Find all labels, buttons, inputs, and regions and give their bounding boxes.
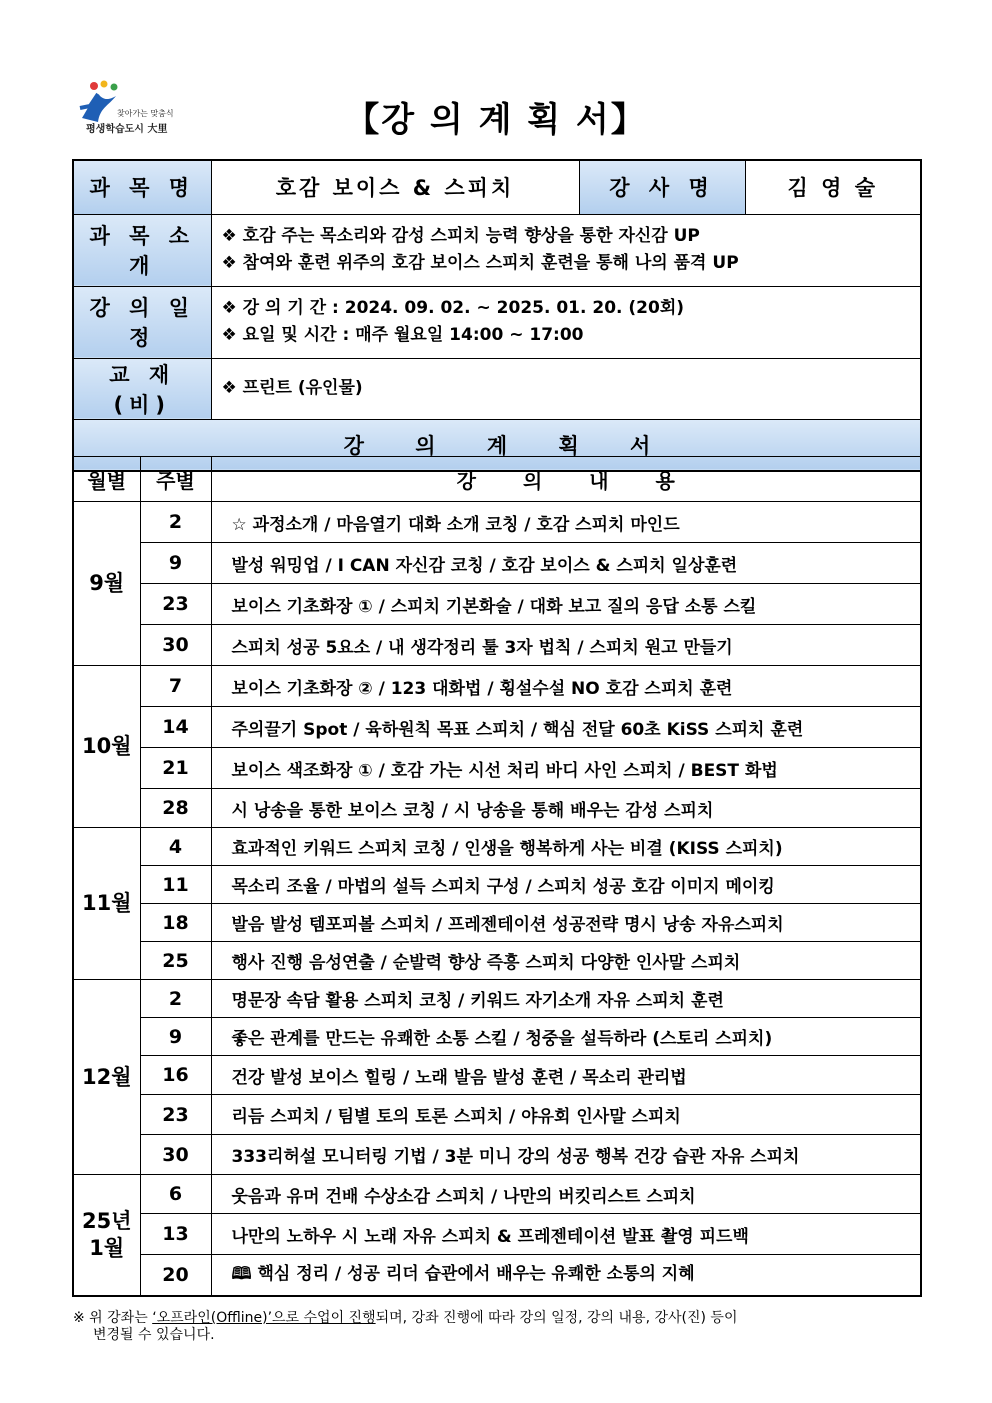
schedule-row — [73, 502, 921, 543]
footnote — [73, 1310, 913, 1344]
material-label: 교 재 (비) — [73, 358, 211, 419]
lecture-content-cell: 보이스 기초화장 ② / 123 대화법 / 횡설수설 NO 호감 스피치 훈련 — [211, 666, 921, 707]
week-cell: 21 — [140, 748, 211, 789]
week-cell: 4 — [140, 828, 211, 866]
lecture-content-cell: 리듬 스피치 / 팀별 토의 토론 스피치 / 야유회 인사말 스피치 — [211, 1095, 921, 1135]
week-cell: 7 — [140, 666, 211, 707]
intro-line: ❖ 참여와 훈련 위주의 호감 보이스 스피치 훈련을 통해 나의 품격 UP — [221, 253, 739, 273]
footnote-suffix: 되며, 강좌 진행에 따라 강의 일정, 강의 내용, 강사(진) 등이 — [375, 1310, 738, 1326]
lecture-content-cell: 발음 발성 템포피볼 스피치 / 프레젠테이션 성공전략 명시 낭송 자유스피치 — [211, 904, 921, 942]
week-cell: 18 — [140, 904, 211, 942]
lecture-content-cell: 스피치 성공 5요소 / 내 생각정리 툴 3자 법칙 / 스피치 원고 만들기 — [211, 625, 921, 666]
schedule-row — [73, 543, 921, 584]
lecture-content-cell: 건강 발성 보이스 힐링 / 노래 발음 발성 훈련 / 목소리 관리법 — [211, 1056, 921, 1095]
intro-content — [211, 214, 921, 286]
schedule-row — [73, 1018, 921, 1056]
schedule-line: ❖ 강 의 기 간 : 2024. 09. 02. ~ 2025. 01. 20. (20회) — [221, 298, 685, 318]
schedule-row — [73, 942, 921, 980]
logo-tagline: 찾아가는 맞춤식 — [117, 109, 174, 118]
lecture-content-cell: 행사 진행 음성연출 / 순발력 향상 즉흥 스피치 다양한 인사말 스피치 — [211, 942, 921, 980]
lecture-plan-table — [72, 456, 922, 1297]
lecture-content-cell: 시 낭송을 통한 보이스 코칭 / 시 낭송을 통해 배우는 감성 스피치 — [211, 789, 921, 828]
schedule-line: ❖ 요일 및 시간 : 매주 월요일 14:00 ~ 17:00 — [221, 325, 584, 345]
lecture-content-cell: 나만의 노하우 시 노래 자유 스피치 & 프레젠테이션 발표 촬영 피드백 — [211, 1214, 921, 1255]
footnote-line2: 변경될 수 있습니다. — [93, 1327, 215, 1343]
lecture-content-cell: ☆ 과정소개 / 마음열기 대화 소개 코칭 / 호감 스피치 마인드 — [211, 502, 921, 543]
month-cell: 12월 — [73, 980, 140, 1175]
schedule-row — [73, 904, 921, 942]
week-cell: 2 — [140, 980, 211, 1018]
schedule-row — [73, 1255, 921, 1296]
footnote-underlined: ‘오프라인(Offline)’으로 수업이 진행 — [152, 1310, 376, 1326]
schedule-row — [73, 1175, 921, 1214]
column-header-content: 강 의 내 용 — [211, 457, 921, 502]
schedule-row — [73, 980, 921, 1018]
schedule-row — [73, 1095, 921, 1135]
footnote-prefix: ※ 위 강좌는 — [73, 1310, 153, 1326]
intro-label: 과 목 소 개 — [73, 214, 211, 286]
lecture-content-cell: 목소리 조율 / 마법의 설득 스피치 구성 / 스피치 성공 호감 이미지 메이킹 — [211, 866, 921, 904]
lecture-content-cell: 보이스 색조화장 ① / 호감 가는 시선 처리 바디 사인 스피치 / BEST 화법 — [211, 748, 921, 789]
week-cell: 9 — [140, 1018, 211, 1056]
lecture-content-cell: 🕮 핵심 정리 / 성공 리더 습관에서 배우는 유쾌한 소통의 지혜 — [211, 1255, 921, 1296]
week-cell: 16 — [140, 1056, 211, 1095]
schedule-row — [73, 584, 921, 625]
schedule-row — [73, 1135, 921, 1175]
schedule-row — [73, 666, 921, 707]
plan-section-band: 강 의 계 획 서 — [73, 419, 921, 471]
month-cell: 9월 — [73, 502, 140, 666]
lecture-content-cell: 333리허설 모니터링 기법 / 3분 미니 강의 성공 행복 건강 습관 자유 스피치 — [211, 1135, 921, 1175]
document-title: 【강 의 계 획 서】 — [345, 100, 647, 140]
schedule-row — [73, 748, 921, 789]
lecture-content-cell: 웃음과 유머 건배 수상소감 스피치 / 나만의 버킷리스트 스피치 — [211, 1175, 921, 1214]
subject-value: 호감 보이스 & 스피치 — [211, 160, 579, 214]
intro-line: ❖ 호감 주는 목소리와 감성 스피치 능력 향상을 통한 자신감 UP — [221, 226, 700, 246]
week-cell: 13 — [140, 1214, 211, 1255]
month-cell: 10월 — [73, 666, 140, 828]
week-cell: 6 — [140, 1175, 211, 1214]
week-cell: 30 — [140, 625, 211, 666]
schedule-row — [73, 707, 921, 748]
week-cell: 23 — [140, 1095, 211, 1135]
column-header-month: 월별 — [73, 457, 140, 502]
lecture-content-cell: 명문장 속담 활용 스피치 코칭 / 키워드 자기소개 자유 스피치 훈련 — [211, 980, 921, 1018]
week-cell: 25 — [140, 942, 211, 980]
lecture-content-cell: 보이스 기초화장 ① / 스피치 기본화술 / 대화 보고 질의 응답 소통 스킬 — [211, 584, 921, 625]
month-cell: 11월 — [73, 828, 140, 980]
schedule-label: 강 의 일 정 — [73, 286, 211, 358]
instructor-value: 김 영 술 — [745, 160, 921, 214]
week-cell: 11 — [140, 866, 211, 904]
course-info-table — [72, 159, 922, 472]
schedule-row — [73, 1214, 921, 1255]
week-cell: 28 — [140, 789, 211, 828]
schedule-row — [73, 1056, 921, 1095]
lecture-content-cell: 효과적인 키워드 스피치 코칭 / 인생을 행복하게 사는 비결 (KISS 스피치) — [211, 828, 921, 866]
week-cell: 14 — [140, 707, 211, 748]
week-cell: 9 — [140, 543, 211, 584]
material-value: ❖ 프린트 (유인물) — [211, 358, 921, 419]
month-cell: 25년 1월 — [73, 1175, 140, 1296]
lecture-content-cell: 발성 워밍업 / I CAN 자신감 코칭 / 호감 보이스 & 스피치 일상훈련 — [211, 543, 921, 584]
week-cell: 23 — [140, 584, 211, 625]
week-cell: 2 — [140, 502, 211, 543]
schedule-row — [73, 866, 921, 904]
column-header-week: 주별 — [140, 457, 211, 502]
week-cell: 20 — [140, 1255, 211, 1296]
schedule-row — [73, 789, 921, 828]
schedule-content — [211, 286, 921, 358]
lecture-content-cell: 주의끌기 Spot / 육하원칙 목표 스피치 / 핵심 전달 60초 KiSS 스피치 훈련 — [211, 707, 921, 748]
lecture-content-cell: 좋은 관계를 만드는 유쾌한 소통 스킬 / 청중을 설득하라 (스토리 스피치) — [211, 1018, 921, 1056]
schedule-row — [73, 625, 921, 666]
instructor-label: 강 사 명 — [579, 160, 745, 214]
schedule-row — [73, 828, 921, 866]
logo-city-name: 평생학습도시 大里 — [86, 124, 168, 135]
week-cell: 30 — [140, 1135, 211, 1175]
subject-label: 과 목 명 — [73, 160, 211, 214]
